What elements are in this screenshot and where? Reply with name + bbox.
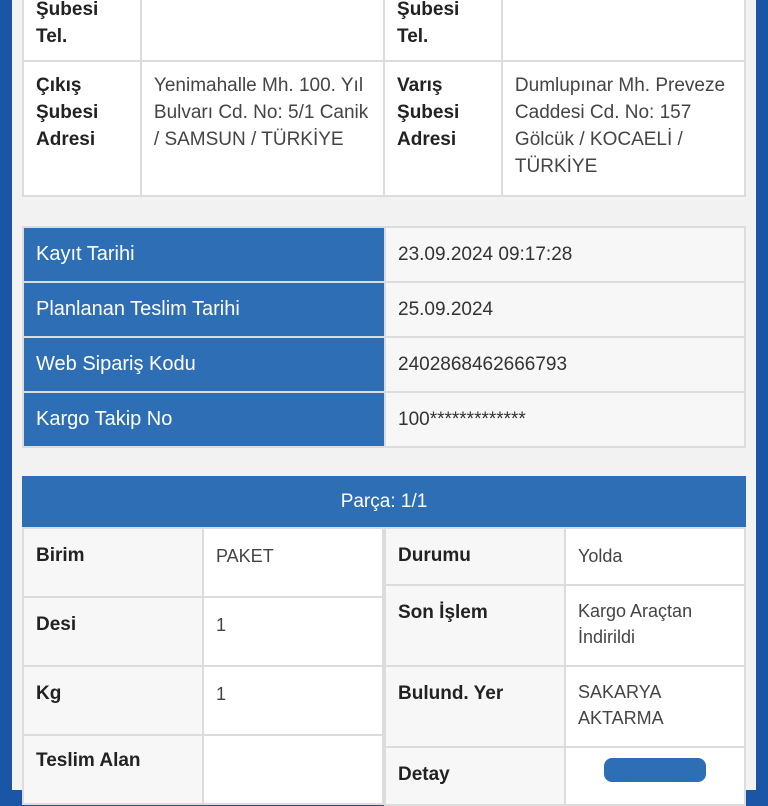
detail-label: Son İşlem <box>384 584 566 667</box>
detail-label: Detay <box>384 746 566 806</box>
detail-value: Kargo Araçtan İndirildi <box>564 584 746 667</box>
info-label: Web Sipariş Kodu <box>23 337 385 392</box>
detail-label: Birim <box>22 527 204 598</box>
tel-label: Tel. <box>36 26 68 47</box>
parca-header: Parça: 1/1 <box>22 476 746 527</box>
info-value: 23.09.2024 09:17:28 <box>385 227 745 282</box>
parca-details-grid <box>22 527 746 787</box>
dest-branch-tel-label: Şubesi Tel. <box>384 0 502 61</box>
dest-branch-address-value: Dumlupınar Mh. Preveze Caddesi Cd. No: 157 Gölcük / KOCAELİ / TÜRKİYE <box>502 61 745 196</box>
dest-branch-address-label: Varış Şubesi Adresi <box>384 61 502 196</box>
detail-value: 1 <box>202 665 384 736</box>
tel-label: Tel. <box>397 26 429 47</box>
info-row <box>23 337 745 392</box>
info-value: 25.09.2024 <box>385 282 745 337</box>
info-value: 100************* <box>385 392 745 447</box>
branch-address-table <box>22 0 746 197</box>
detail-label: Teslim Alan <box>22 734 204 805</box>
detail-button[interactable] <box>604 758 706 782</box>
shipment-info-table <box>22 226 746 448</box>
info-row <box>23 282 745 337</box>
info-row <box>23 227 745 282</box>
detail-value: SAKARYA AKTARMA <box>564 665 746 748</box>
detail-label: Kg <box>22 665 204 736</box>
info-label: Kargo Takip No <box>23 392 385 447</box>
origin-branch-address-value: Yenimahalle Mh. 100. Yıl Bulvarı Cd. No: 5/1 Canik / SAMSUN / TÜRKİYE <box>141 61 384 196</box>
origin-branch-address-label: Çıkış Şubesi Adresi <box>23 61 141 196</box>
dest-branch-tel-value <box>502 0 745 61</box>
origin-branch-tel-value <box>141 0 384 61</box>
info-label: Kayıt Tarihi <box>23 227 385 282</box>
info-label: Planlanan Teslim Tarihi <box>23 282 385 337</box>
detail-label: Bulund. Yer <box>384 665 566 748</box>
detail-label: Desi <box>22 596 204 667</box>
info-row <box>23 392 745 447</box>
detail-value: PAKET <box>202 527 384 598</box>
info-value: 2402868462666793 <box>385 337 745 392</box>
detail-value: 1 <box>202 596 384 667</box>
origin-branch-tel-label: Şubesi Tel. <box>23 0 141 61</box>
detail-label: Durumu <box>384 527 566 586</box>
detail-value <box>202 734 384 805</box>
detail-value: Yolda <box>564 527 746 586</box>
